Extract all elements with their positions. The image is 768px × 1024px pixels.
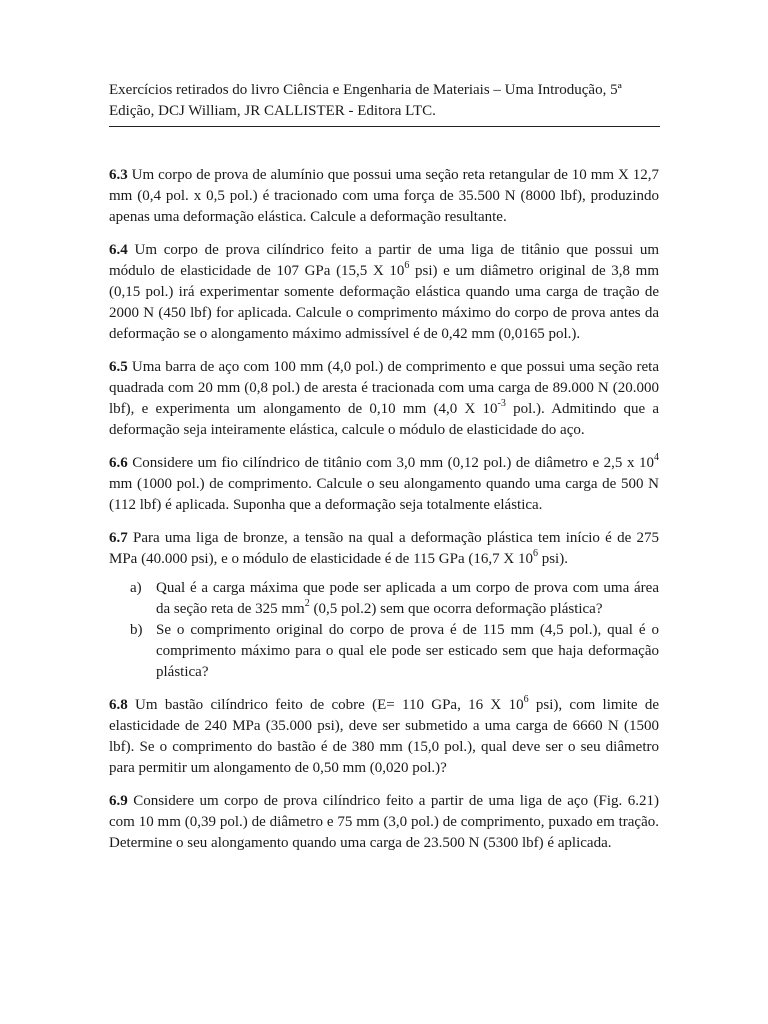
exponent: -3 xyxy=(497,398,506,409)
exercise-number: 6.6 xyxy=(109,455,128,471)
exercise-number: 6.9 xyxy=(109,793,128,809)
document-page xyxy=(109,80,659,866)
exercise-text: Um corpo de prova cilíndrico feito a partir de uma liga de titânio que possui um módulo de elasticidade de 107 GPa (15,5 X 10 xyxy=(109,242,659,279)
exercise-text: psi). xyxy=(537,551,568,567)
exercise-text: Para uma liga de bronze, a tensão na qual a deformação plástica tem início é de 275 MPa (40.000 psi), e o módulo de elasticidade é de 115 GPa (16,7 X 10 xyxy=(109,530,659,567)
subitem-letter: b) xyxy=(130,622,143,638)
subitem-a xyxy=(109,578,659,620)
exercise-text: mm (1000 pol.) de comprimento. Calcule o seu alongamento quando uma carga de 500 N (112 lbf) é aplicada. Suponha que a deformação seja totalmente elástica. xyxy=(109,476,659,513)
exponent: 2 xyxy=(304,598,310,609)
exponent: 6 xyxy=(404,260,410,271)
header-line-2: Edição, DCJ William, JR CALLISTER - Editora LTC. xyxy=(109,103,436,119)
subitem-text: Qual é a carga máxima que pode ser aplicada a um corpo de prova com uma área da seção reta de 325 mm xyxy=(156,580,659,617)
exponent: 4 xyxy=(654,452,659,463)
header-line-1: Exercícios retirados do livro Ciência e Engenharia de Materiais – Uma Introdução, 5ª xyxy=(109,82,622,98)
exercise-number: 6.3 xyxy=(109,167,128,183)
exercise-6-7 xyxy=(109,528,659,570)
exercise-6-4 xyxy=(109,240,659,345)
exercise-number: 6.5 xyxy=(109,359,128,375)
exponent: 6 xyxy=(532,548,538,559)
header-divider xyxy=(109,126,660,127)
exponent: 6 xyxy=(523,694,529,705)
exercise-text: Um corpo de prova de alumínio que possui uma seção reta retangular de 10 mm X 12,7 mm (0,4 pol. x 0,5 pol.) é tracionado com uma força de 35.500 N (8000 lbf), produzindo apenas uma deformação elástica. Calcule a deformação resultante. xyxy=(109,167,659,225)
exercise-list xyxy=(109,165,659,854)
exercise-text: Um bastão cilíndrico feito de cobre (E= 110 GPa, 16 X 10 xyxy=(127,697,524,713)
document-header xyxy=(109,80,659,126)
exercise-text: psi) e um diâmetro original de 3,8 mm (0,15 pol.) irá experimentar somente deformação elástica quando uma carga de tração de 2000 N (450 lbf) for aplicada. Calcule o comprimento máximo do corpo de prova antes da deformação se o alongamento máximo admissível é de 0,42 mm (0,0165 pol.). xyxy=(109,263,659,342)
exercise-number: 6.8 xyxy=(109,697,128,713)
exercise-6-8 xyxy=(109,695,659,779)
subitem-b xyxy=(109,620,659,683)
subitem-letter: a) xyxy=(130,580,142,596)
subitem-text: (0,5 pol.2) sem que ocorra deformação plástica? xyxy=(309,601,603,617)
subitem-text: Se o comprimento original do corpo de prova é de 115 mm (4,5 pol.), qual é o comprimento máximo para o qual ele pode ser esticado sem que haja deformação plástica? xyxy=(156,622,659,680)
exercise-6-3 xyxy=(109,165,659,228)
exercise-number: 6.4 xyxy=(109,242,128,258)
exercise-6-9 xyxy=(109,791,659,854)
exercise-text: pol.). Admitindo que a deformação seja inteiramente elástica, calcule o módulo de elasticidade do aço. xyxy=(109,401,659,438)
exercise-number: 6.7 xyxy=(109,530,128,546)
exercise-6-5 xyxy=(109,357,659,441)
exercise-text: Uma barra de aço com 100 mm (4,0 pol.) de comprimento e que possui uma seção reta quadrada com 20 mm (0,8 pol.) de aresta é tracionada com uma carga de 89.000 N (20.000 lbf), e experimenta um alongamento de 0,10 mm (4,0 X 10 xyxy=(109,359,659,417)
exercise-text: Considere um corpo de prova cilíndrico feito a partir de uma liga de aço (Fig. 6.21) com 10 mm (0,39 pol.) de diâmetro e 75 mm (3,0 pol.) de comprimento, puxado em tração. Determine o seu alongamento quando uma carga de 23.500 N (5300 lbf) é aplicada. xyxy=(109,793,659,851)
exercise-text: Considere um fio cilíndrico de titânio com 3,0 mm (0,12 pol.) de diâmetro e 2,5 x 10 xyxy=(127,455,654,471)
exercise-6-6 xyxy=(109,453,659,516)
exercise-6-7-subitems xyxy=(109,578,659,683)
exercise-text: psi), com limite de elasticidade de 240 MPa (35.000 psi), deve ser submetido a uma carga de 6660 N (1500 lbf). Se o comprimento do bastão é de 380 mm (15,0 pol.), qual deve ser o seu diâmetro para permitir um alongamento de 0,50 mm (0,020 pol.)? xyxy=(109,697,660,776)
